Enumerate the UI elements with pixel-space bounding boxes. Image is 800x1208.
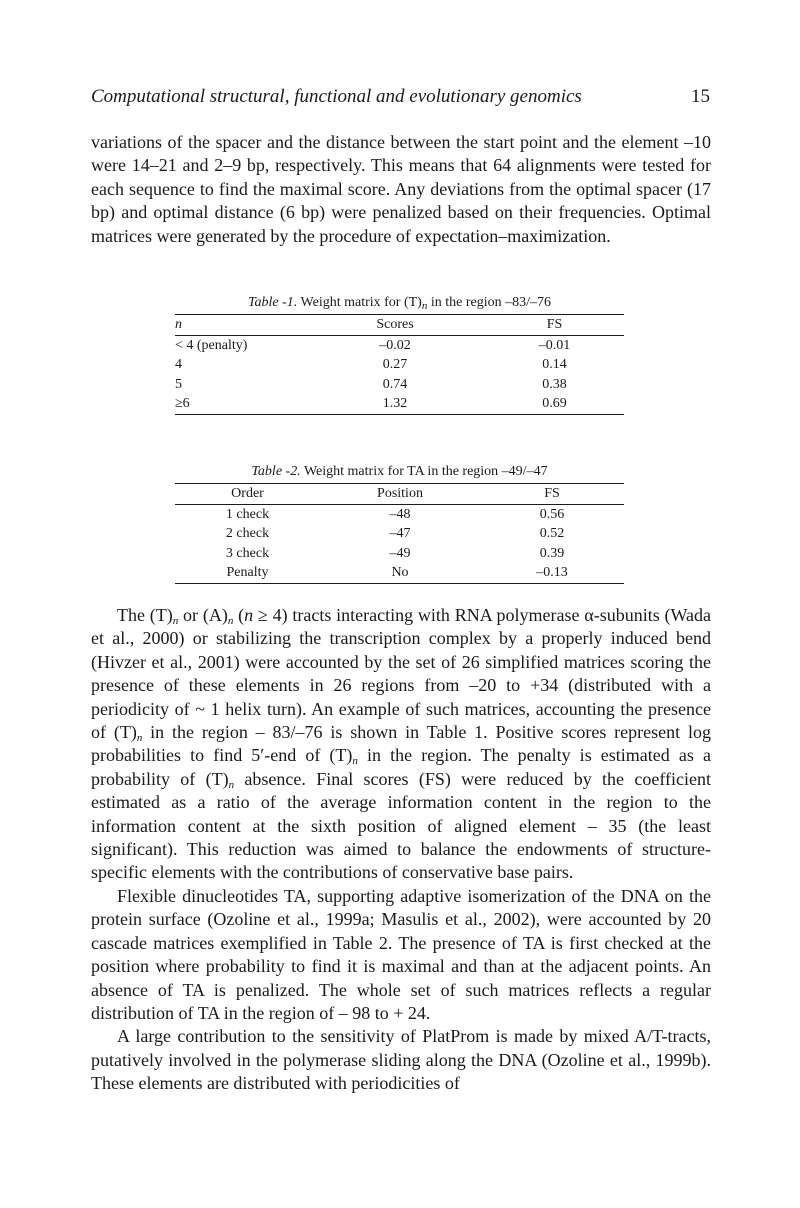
paragraph-flexible-dinucleotides: Flexible dinucleotides TA, supporting adaptive isomerization of the DNA on the protein surface (Ozoline et al., 1999a; Masulis et al., 2002), were accounted by 20 cascade matrices exemplified in Table 2. The presence of TA is first checked at the position where probability to find it is maximal and than at the adjacent points. An absence of TA is penalized. The whole set of such matrices reflects a regular distribution of TA in the region of – 98 to + 24. <box>91 885 711 1023</box>
body-text-top <box>91 131 711 248</box>
table-2-header-row <box>175 484 624 504</box>
table-row: 3 check –49 0.39 <box>225 545 565 561</box>
table-row: ≥6 1.32 0.69 <box>175 396 567 412</box>
table-2-header-fs: FS <box>544 486 560 502</box>
paragraph-tracts: The $(T)_n$ or $(A)_n$ (n ≥ 4) tracts interacting with RNA polymerase α-subunits (Wada et al., 2000) or stabilizing the transcription complex by a properly induced bend (Hivzer et al., 2001) were accounted by the set of 26 simplified matrices scoring the presence of these elements in 26 regions from –20 to +34 (distributed with a periodicity of ~ 1 helix turn). An example of such matrices, accounting the presence of $(T)_n$ in the region – 83/–76 is shown in Table 1. Positive scores represent log probabilities to find 5′-end of $(T)_n$ in the region. The penalty is estimated as a probability of $(T)_n$ absence. Final scores (FS) were reduced by the coefficient estimated as a ratio of the average information content in the region to the information content at the sixth position of aligned element – 35 (the least significant). This reduction was aimed to balance the endowments of structure-specific elements with the contributions of conservative base pairs. <box>91 605 712 883</box>
table-1-header-fs: FS <box>546 317 563 333</box>
table-1-header-n: n <box>175 317 182 333</box>
table-row: Penalty No –0.13 <box>226 565 568 581</box>
page-number: 15 <box>691 86 710 107</box>
running-header <box>91 86 710 108</box>
table-2-label: Table -2. <box>251 464 301 479</box>
table-2 <box>175 462 624 584</box>
table-1-caption: Table -1. Weight matrix for $(T)_n$ in the region –83/–76 <box>247 295 552 312</box>
table-row: 2 check –47 0.52 <box>225 526 565 542</box>
table-1-label: Table -1. <box>247 295 298 310</box>
table-2-caption: Table -2. Weight matrix for TA in the region –49/–47 <box>251 464 548 479</box>
table-1-header-scores: Scores <box>376 317 414 333</box>
table-row: 4 0.27 0.14 <box>175 357 567 373</box>
table-row: < 4 (penalty) –0.02 –0.01 <box>175 337 571 353</box>
table-row: 1 check –48 0.56 <box>225 506 565 522</box>
table-1-header-row <box>175 315 624 335</box>
paragraph-at-tracts: A large contribution to the sensitivity of PlatProm is made by mixed A/T-tracts, putatively involved in the polymerase sliding along the DNA (Ozoline et al., 1999b). These elements are distributed with periodicities of <box>91 1026 711 1094</box>
table-2-header-order: Order <box>231 486 264 502</box>
table-row: 5 0.74 0.38 <box>175 376 567 392</box>
body-text-bottom <box>91 604 711 1096</box>
table-1 <box>175 293 624 415</box>
table-2-header-position: Position <box>377 486 423 502</box>
paragraph-continuation: variations of the spacer and the distance between the start point and the element –10 were 14–21 and 2–9 bp, respectively. This means that 64 alignments were tested for each sequence to find the maximal score. Any deviations from the optimal spacer (17 bp) and optimal distance (6 bp) were penalized based on their frequencies. Optimal matrices were generated by the procedure of expectation–maximization. <box>91 132 711 246</box>
running-title: Computational structural, functional and evolutionary genomics <box>91 86 582 107</box>
